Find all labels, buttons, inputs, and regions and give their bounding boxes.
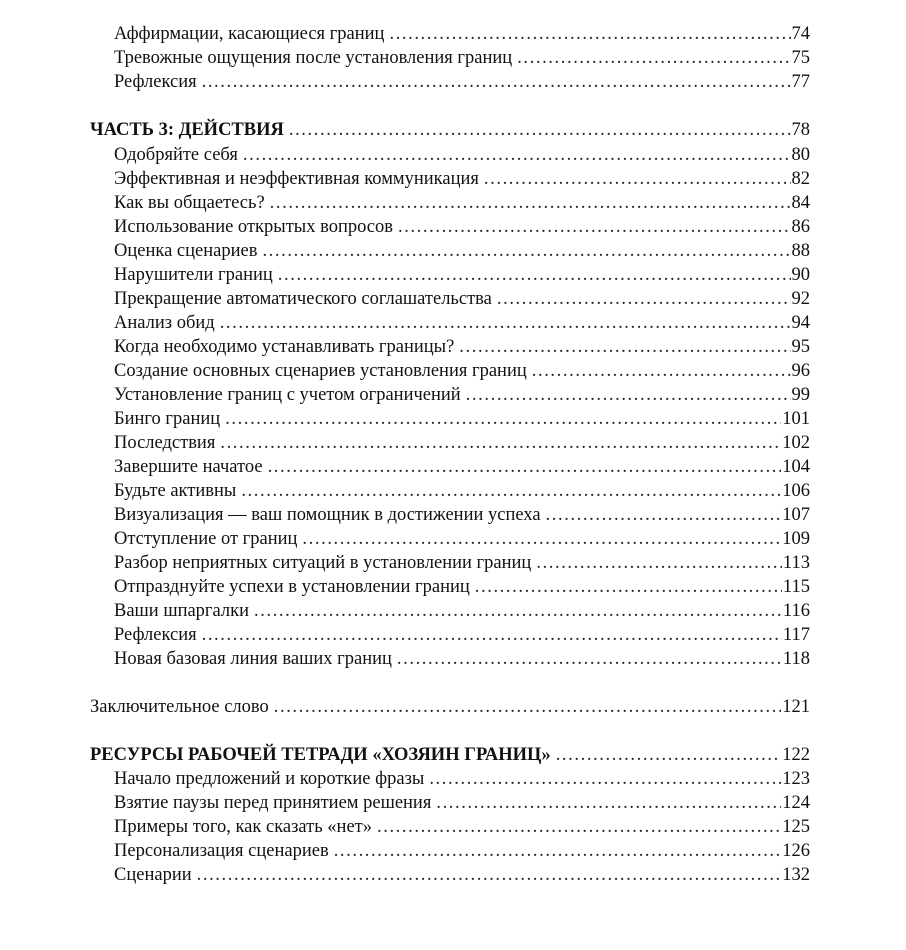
- toc-entry-title: Сценарии: [114, 865, 192, 885]
- toc-entry-page: 95: [791, 337, 810, 357]
- dot-leader: [532, 359, 791, 383]
- dot-leader: [389, 22, 790, 46]
- toc-entry[interactable]: [114, 143, 810, 167]
- dot-leader: [536, 551, 782, 575]
- toc-conclusion[interactable]: [90, 695, 810, 719]
- toc-entry-page: 86: [791, 217, 810, 237]
- part-title: ЧАСТЬ 3: ДЕЙСТВИЯ: [90, 120, 284, 140]
- dot-leader: [436, 791, 781, 815]
- dot-leader: [334, 839, 782, 863]
- toc-resources-heading[interactable]: [90, 743, 810, 767]
- dot-leader: [254, 599, 782, 623]
- toc-entry-page: 90: [791, 265, 810, 285]
- dot-leader: [268, 455, 782, 479]
- toc-entry-page: 132: [782, 865, 810, 885]
- toc-entry-title: Рефлексия: [114, 625, 197, 645]
- toc-entry-title: Как вы общаетесь?: [114, 193, 265, 213]
- dot-leader: [484, 167, 791, 191]
- toc-entry[interactable]: [114, 191, 810, 215]
- toc-entry-title: Оценка сценариев: [114, 241, 258, 261]
- toc-entry-title: Нарушители границ: [114, 265, 273, 285]
- part-page: 78: [791, 120, 810, 140]
- toc-entry-page: 75: [791, 48, 810, 68]
- toc-entry-page: 82: [791, 169, 810, 189]
- dot-leader: [262, 239, 790, 263]
- dot-leader: [429, 767, 781, 791]
- toc-entry-title: Взятие паузы перед принятием решения: [114, 793, 432, 813]
- toc-entry[interactable]: [114, 46, 810, 70]
- toc-entry[interactable]: [114, 22, 810, 46]
- toc-entry[interactable]: [114, 863, 810, 887]
- toc-entry[interactable]: [114, 503, 810, 527]
- toc-entry-title: Визуализация — ваш помощник в достижении успеха: [114, 505, 541, 525]
- dot-leader: [397, 647, 782, 671]
- toc-entry[interactable]: [114, 479, 810, 503]
- toc-entry-page: 118: [782, 649, 810, 669]
- dot-leader: [459, 335, 790, 359]
- toc-entry[interactable]: [114, 359, 810, 383]
- dot-leader: [377, 815, 781, 839]
- dot-leader: [497, 287, 791, 311]
- toc-entry-title: Начало предложений и короткие фразы: [114, 769, 425, 789]
- dot-leader: [278, 263, 791, 287]
- toc-entry[interactable]: [114, 647, 810, 671]
- toc-entry[interactable]: [114, 815, 810, 839]
- toc-entry-title: Бинго границ: [114, 409, 221, 429]
- toc-entry[interactable]: [114, 407, 810, 431]
- toc-entry[interactable]: [114, 383, 810, 407]
- toc-entry[interactable]: [114, 335, 810, 359]
- toc-entry-page: 88: [791, 241, 810, 261]
- toc-entry-page: 92: [791, 289, 810, 309]
- toc-entry[interactable]: [114, 455, 810, 479]
- toc-entry-title: Ваши шпаргалки: [114, 601, 250, 621]
- toc-entry[interactable]: [114, 575, 810, 599]
- toc-entry-page: 104: [782, 457, 810, 477]
- dot-leader: [241, 479, 781, 503]
- toc-entry-page: 74: [791, 24, 810, 44]
- toc-entry-page: 109: [782, 529, 810, 549]
- toc-entry-page: 106: [782, 481, 810, 501]
- toc-entry[interactable]: [114, 239, 810, 263]
- toc-entry-title: Новая базовая линия ваших границ: [114, 649, 392, 669]
- toc-entry-title: Прекращение автоматического соглашательства: [114, 289, 492, 309]
- dot-leader: [274, 695, 782, 719]
- dot-leader: [270, 191, 791, 215]
- toc-entry[interactable]: [114, 431, 810, 455]
- toc-entry-title: Когда необходимо устанавливать границы?: [114, 337, 455, 357]
- conclusion-title: Заключительное слово: [90, 697, 269, 717]
- toc-entry-page: 116: [782, 601, 810, 621]
- toc-entry-title: Персонализация сценариев: [114, 841, 329, 861]
- toc-entry-title: Рефлексия: [114, 72, 197, 92]
- dot-leader: [220, 431, 781, 455]
- toc-entry[interactable]: [114, 599, 810, 623]
- dot-leader: [243, 143, 791, 167]
- toc-entry-page: 99: [791, 385, 810, 405]
- toc-entry[interactable]: [114, 263, 810, 287]
- toc-entry[interactable]: [114, 623, 810, 647]
- toc-entry-title: Анализ обид: [114, 313, 215, 333]
- toc-entry[interactable]: [114, 839, 810, 863]
- toc-entry-page: 107: [782, 505, 810, 525]
- toc-entry-title: Одобряйте себя: [114, 145, 238, 165]
- toc-entry[interactable]: [114, 551, 810, 575]
- toc-entry-title: Будьте активны: [114, 481, 237, 501]
- toc-entry-title: Отступление от границ: [114, 529, 298, 549]
- dot-leader: [398, 215, 791, 239]
- toc-entry-page: 77: [791, 72, 810, 92]
- toc-entry-title: Разбор неприятных ситуаций в установлении границ: [114, 553, 532, 573]
- dot-leader: [225, 407, 781, 431]
- toc-entry[interactable]: [114, 767, 810, 791]
- toc-entry-page: 80: [791, 145, 810, 165]
- toc-entry-page: 94: [791, 313, 810, 333]
- toc-entry-title: Завершите начатое: [114, 457, 263, 477]
- toc-entry-title: Тревожные ощущения после установления границ: [114, 48, 513, 68]
- toc-entry-page: 115: [782, 577, 810, 597]
- toc-part-heading[interactable]: [90, 118, 810, 142]
- toc-entry-page: 102: [782, 433, 810, 453]
- toc-entry[interactable]: [114, 167, 810, 191]
- dot-leader: [546, 503, 782, 527]
- toc-entry[interactable]: [114, 215, 810, 239]
- toc-entry-page: 126: [782, 841, 810, 861]
- toc-entry-title: Использование открытых вопросов: [114, 217, 393, 237]
- toc-entry-page: 101: [782, 409, 810, 429]
- toc-entry[interactable]: [114, 70, 810, 94]
- toc-entry-page: 96: [791, 361, 810, 381]
- toc-entry[interactable]: [114, 791, 810, 815]
- dot-leader: [517, 46, 790, 70]
- toc-entry[interactable]: [114, 287, 810, 311]
- resources-title: РЕСУРСЫ РАБОЧЕЙ ТЕТРАДИ «ХОЗЯИН ГРАНИЦ»: [90, 745, 551, 765]
- dot-leader: [475, 575, 782, 599]
- dot-leader: [197, 863, 782, 887]
- dot-leader: [202, 70, 791, 94]
- dot-leader: [466, 383, 791, 407]
- toc-entry-title: Установление границ с учетом ограничений: [114, 385, 461, 405]
- toc-entry-page: 125: [782, 817, 810, 837]
- dot-leader: [220, 311, 791, 335]
- toc-entry-title: Создание основных сценариев установления границ: [114, 361, 527, 381]
- toc-entry-title: Примеры того, как сказать «нет»: [114, 817, 372, 837]
- dot-leader: [202, 623, 782, 647]
- dot-leader: [302, 527, 781, 551]
- dot-leader: [556, 743, 782, 767]
- toc-entry-page: 124: [782, 793, 810, 813]
- toc-entry[interactable]: [114, 311, 810, 335]
- toc-entry-page: 117: [782, 625, 810, 645]
- toc-entry-title: Последствия: [114, 433, 216, 453]
- toc-entry-title: Эффективная и неэффективная коммуникация: [114, 169, 479, 189]
- toc-entry-page: 84: [791, 193, 810, 213]
- toc-entry-page: 113: [782, 553, 810, 573]
- dot-leader: [289, 118, 791, 142]
- toc-entry-title: Аффирмации, касающиеся границ: [114, 24, 385, 44]
- conclusion-page: 121: [782, 697, 810, 717]
- toc-entry-title: Отпразднуйте успехи в установлении границ: [114, 577, 470, 597]
- toc-entry[interactable]: [114, 527, 810, 551]
- toc-entry-page: 123: [782, 769, 810, 789]
- resources-page: 122: [782, 745, 810, 765]
